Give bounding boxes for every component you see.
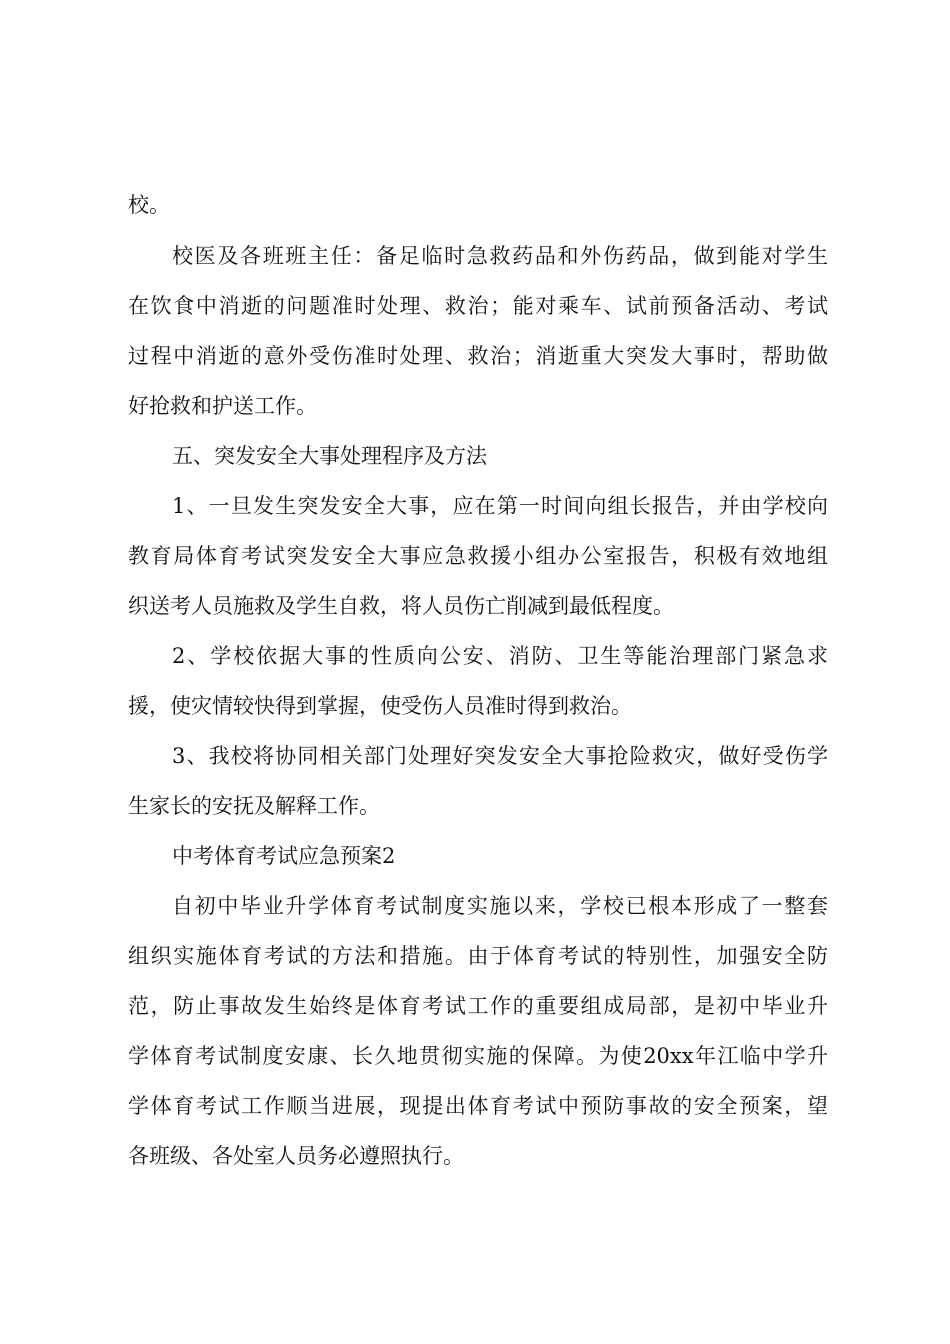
text-line: 过程中消逝的意外受伤准时处理、救治；消逝重大突发大事时，帮助做 bbox=[128, 344, 828, 368]
text-line: 生家长的安抚及解释工作。 bbox=[128, 794, 380, 818]
text-line: 3、我校将协同相关部门处理好突发安全大事抢险救灾，做好受伤学 bbox=[172, 744, 828, 768]
text-line: 援，使灾情较快得到掌握，使受伤人员准时得到救治。 bbox=[128, 694, 632, 718]
text-line: 教育局体育考试突发安全大事应急救援小组办公室报告，积极有效地组 bbox=[128, 544, 828, 568]
text-line: 组织实施体育考试的方法和措施。由于体育考试的特别性，加强安全防 bbox=[128, 944, 828, 968]
text-line: 五、突发安全大事处理程序及方法 bbox=[172, 444, 487, 468]
text-line: 范，防止事故发生始终是体育考试工作的重要组成局部，是初中毕业升 bbox=[128, 994, 828, 1018]
text-line: 1、一旦发生突发安全大事，应在第一时间向组长报告，并由学校向 bbox=[172, 494, 828, 518]
text-line: 学体育考试制度安康、长久地贯彻实施的保障。为使20xx年江临中学升 bbox=[128, 1044, 828, 1068]
text-line: 学体育考试工作顺当进展，现提出体育考试中预防事故的安全预案，望 bbox=[128, 1094, 828, 1118]
text-line: 在饮食中消逝的问题准时处理、救治；能对乘车、试前预备活动、考试 bbox=[128, 294, 828, 318]
text-line: 好抢救和护送工作。 bbox=[128, 394, 317, 418]
text-line: 2、学校依据大事的性质向公安、消防、卫生等能治理部门紧急求 bbox=[172, 644, 828, 668]
text-line: 各班级、各处室人员务必遵照执行。 bbox=[128, 1144, 464, 1168]
text-line: 校医及各班班主任：备足临时急救药品和外伤药品，做到能对学生 bbox=[172, 244, 828, 268]
text-line: 校。 bbox=[128, 193, 170, 217]
text-line: 织送考人员施救及学生自救，将人员伤亡削减到最低程度。 bbox=[128, 594, 674, 618]
text-line: 中考体育考试应急预案2 bbox=[172, 844, 396, 868]
text-line: 自初中毕业升学体育考试制度实施以来，学校已根本形成了一整套 bbox=[172, 894, 828, 918]
